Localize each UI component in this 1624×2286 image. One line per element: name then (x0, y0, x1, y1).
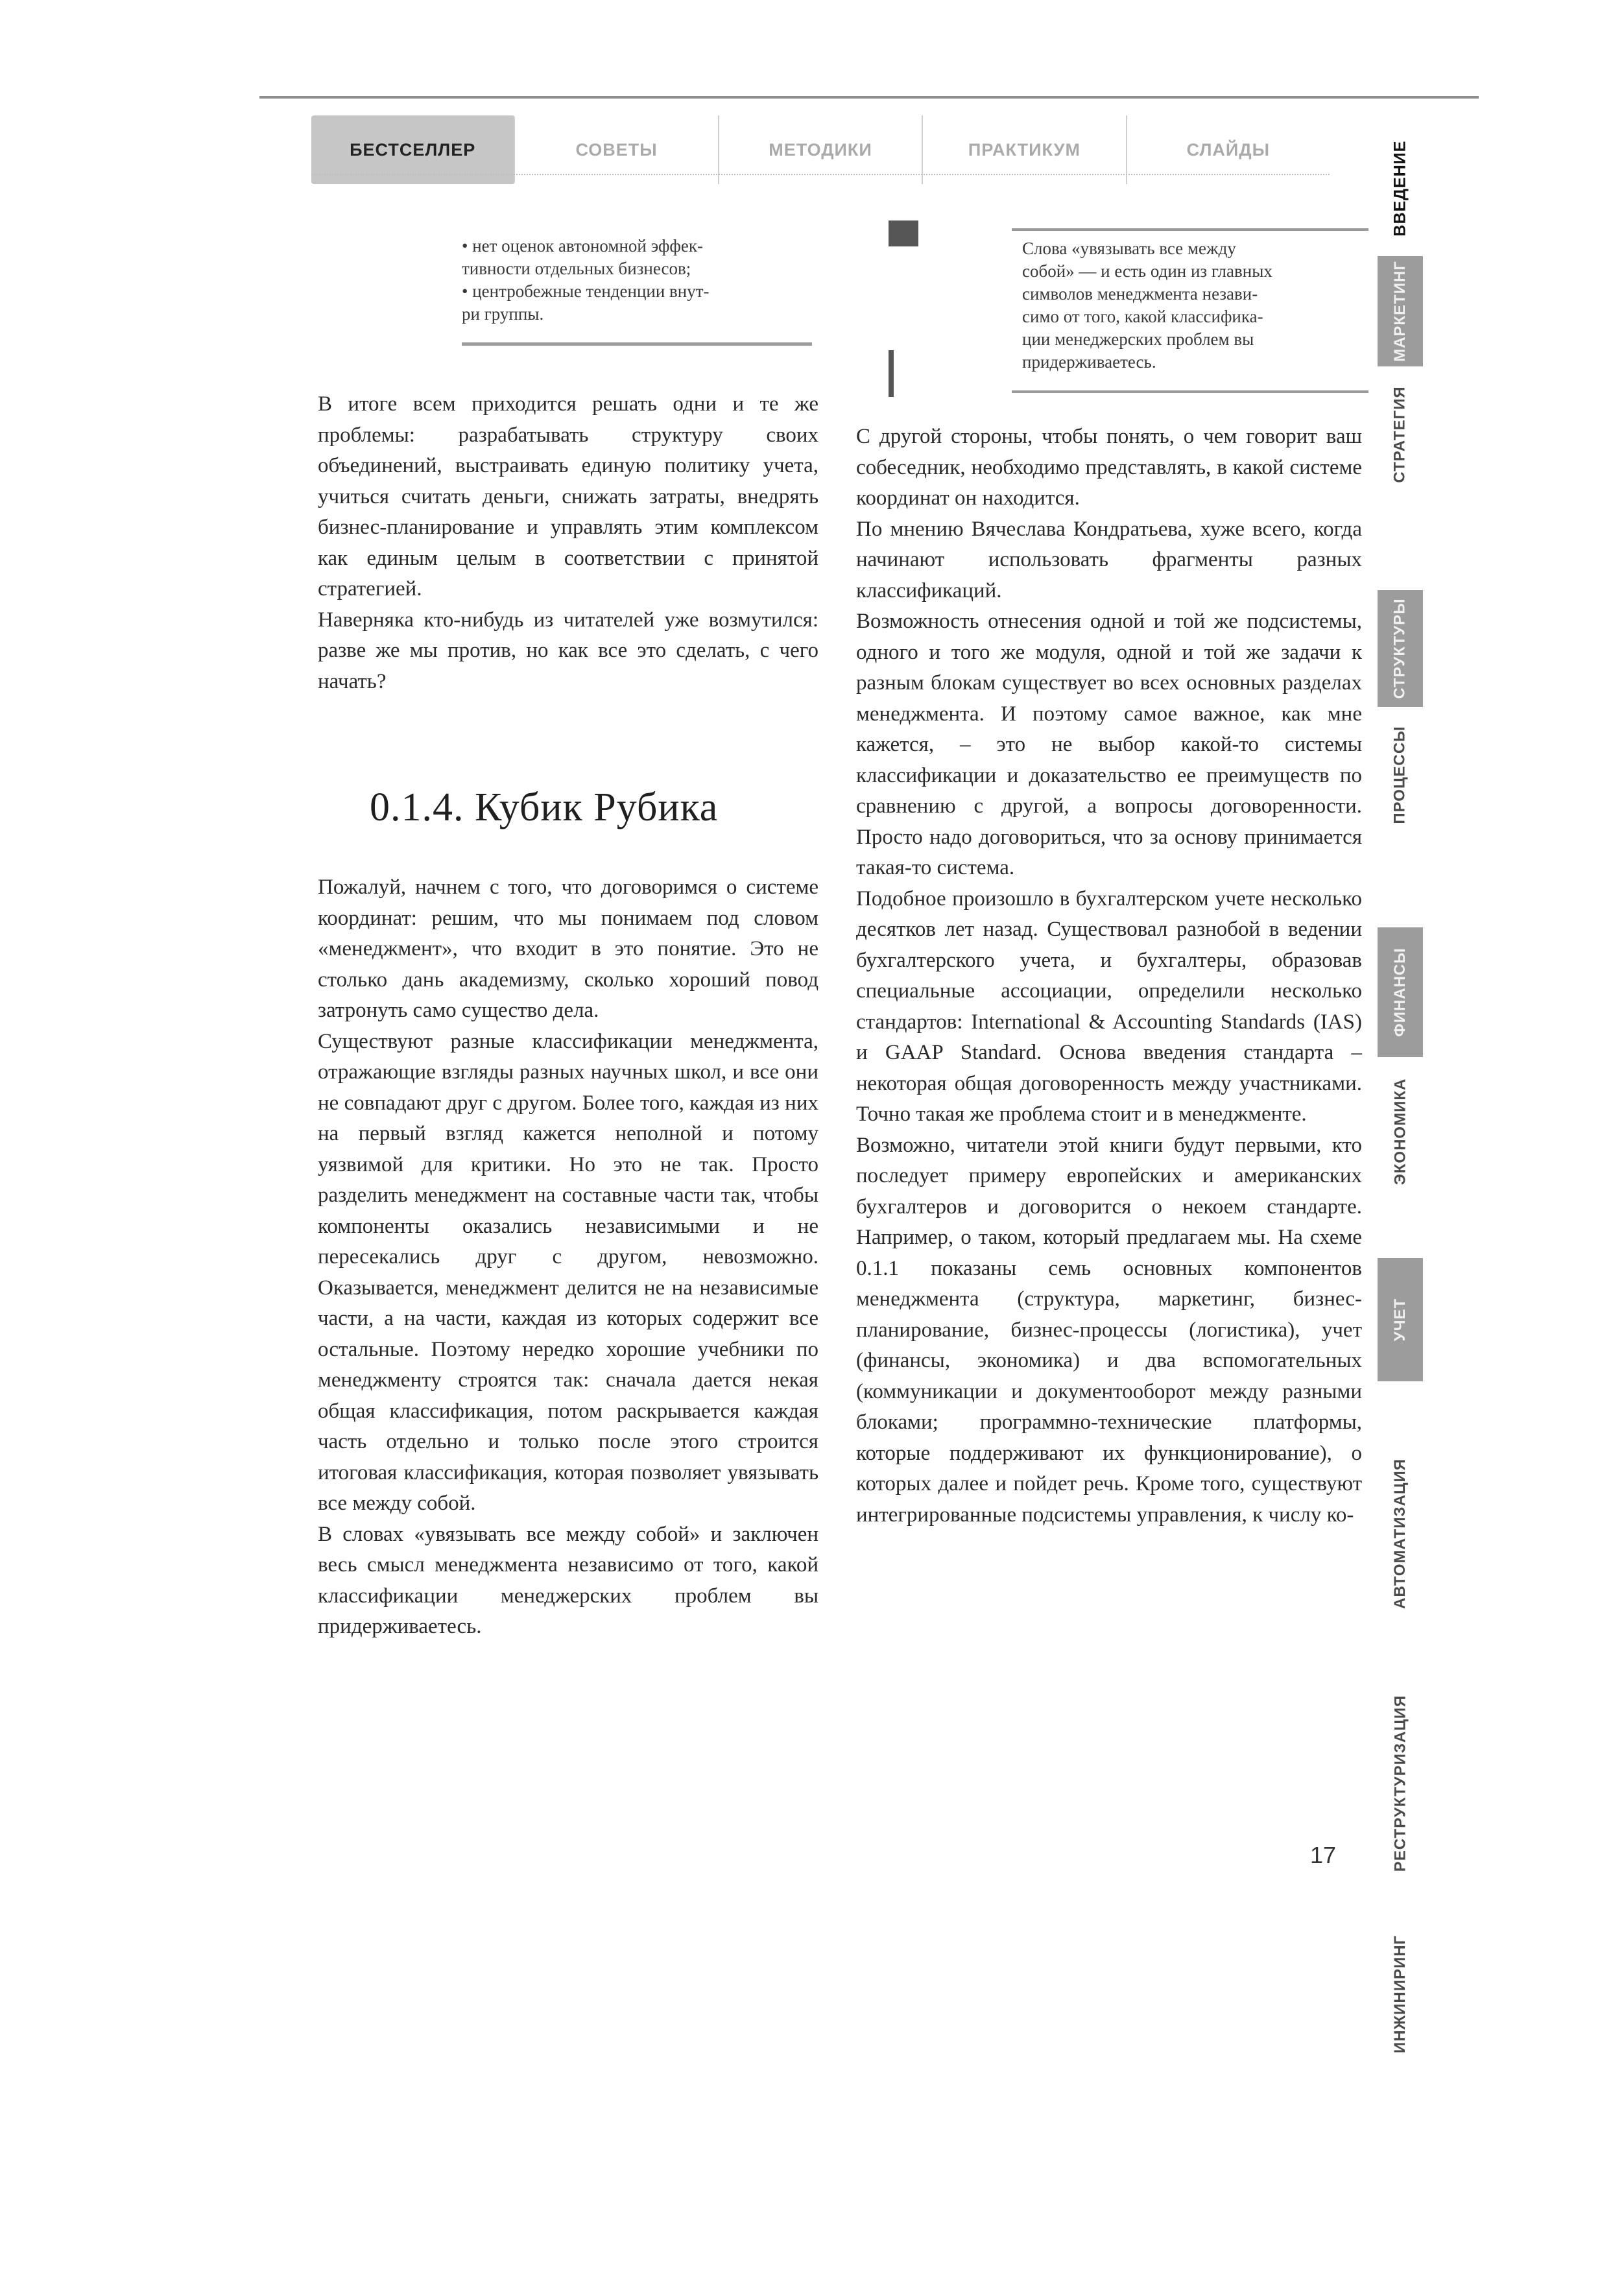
sidebar-item-automation[interactable]: АВТОМАТИЗАЦИЯ (1391, 1459, 1409, 1609)
paragraph: Пожалуй, начнем с того, что договоримся о системе координат: решим, что мы понимаем под словом «менеджмент», что входит в это понятие. Это не столько дань академизму, сколько хороший повод затронуть само существо дела. (318, 875, 818, 1022)
sidebar-sections (1378, 123, 1423, 2054)
callout-line: собой» — и есть один из главных (1022, 261, 1272, 281)
top-rule (259, 96, 1479, 99)
left-body (318, 872, 818, 1643)
sidebar-item-introduction[interactable]: ВВЕДЕНИЕ (1391, 140, 1409, 236)
paragraph: В словах «увязывать все между собой» и заключен весь смысл менеджмента независимо от того, какой классификации менеджерских проблем вы придерживаетесь. (318, 1522, 818, 1638)
callout-line: симо от того, какой классифика- (1022, 307, 1263, 326)
note-line: тивности отдельных бизнесов; (462, 259, 691, 278)
tabs-underline (311, 174, 1330, 176)
sidebar-item-economics[interactable]: ЭКОНОМИКА (1391, 1078, 1409, 1185)
sidebar-item-marketing[interactable]: МАРКЕТИНГ (1378, 256, 1423, 366)
sidebar-item-restructuring[interactable]: РЕСТРУКТУРИЗАЦИЯ (1391, 1695, 1409, 1872)
tab-practicum[interactable]: ПРАКТИКУМ (923, 115, 1127, 184)
paragraph: Возможно, читатели этой книги будут первыми, кто последует примеру европейских и американских бухгалтеров и договорится о некоем стандарте. Например, о таком, который предлагаем мы. На схеме 0.1.1 показаны семь основных компонентов менеджмента (структура, маркетинг, бизнес-планирование, бизнес-процессы (логистика), учет (финансы, экономика) и два вспомогательных (коммуникации и документооборот между разными блоками; программно-технические платформы, которые поддерживают их функционирование), о которых далее и пойдет речь. Кроме того, существуют интегрированные подсистемы управления, к числу ко- (856, 1133, 1362, 1527)
sidebar-item-finance[interactable]: ФИНАНСЫ (1378, 927, 1423, 1057)
left-note (462, 235, 812, 326)
sidebar-item-processes[interactable]: ПРОЦЕССЫ (1391, 726, 1409, 824)
quote-bar-icon (889, 350, 894, 397)
sidebar-item-accounting[interactable]: УЧЕТ (1378, 1258, 1423, 1381)
section-heading: 0.1.4. Кубик Рубика (370, 785, 719, 829)
paragraph: С другой стороны, чтобы понять, о чем говорит ваш собеседник, необходимо представлять, в какой системе координат он находится. (856, 425, 1362, 510)
note-line: • нет оценок автономной эффек- (462, 236, 703, 256)
page-number: 17 (1310, 1842, 1337, 1868)
callout-line: придерживаетесь. (1022, 352, 1156, 372)
quote-mark-icon (889, 220, 918, 246)
paragraph: В итоге всем приходится решать одни и те же проблемы: разрабатывать структуру своих объединений, выстраивать единую политику учета, учиться считать деньги, снижать затраты, внедрять бизнес-планирование и управлять этим комплексом как единым целым в соответствии с принятой стратегией. (318, 392, 818, 601)
note-line: • центробежные тенденции внут- (462, 281, 710, 301)
tab-tips[interactable]: СОВЕТЫ (515, 115, 719, 184)
tab-bestseller[interactable]: БЕСТСЕЛЛЕР (311, 115, 515, 184)
paragraph: Возможность отнесения одной и той же подсистемы, одного и того же модуля, одной и той же задачи к разным блокам существует во всех основных разделах менеджмента. И поэтому самое важное, как мне кажется, – это не выбор какой-то системы классификации и доказательство ее преимуществ по сравнению с другой, а вопросы договоренности. Просто надо договориться, что за основу принимается такая-то система. (856, 610, 1362, 879)
note-bottom-rule (462, 342, 812, 346)
paragraph: Наверняка кто-нибудь из читателей уже возмутился: разве же мы против, но как все это сделать, с чего начать? (318, 608, 818, 693)
right-body (856, 422, 1362, 1530)
tab-methods[interactable]: МЕТОДИКИ (719, 115, 923, 184)
paragraph: Существуют разные классификации менеджмента, отражающие взгляды разных научных школ, и все они не совпадают друг с другом. Более того, каждая из них на первый взгляд кажется неполной и потому уязвимой для критики. Но это не так. Просто разделить менеджмент на составные части так, чтобы компоненты оказались независимыми и не пересекались друг с другом, невозможно. Оказывается, менеджмент делится не на независимые части, а на части, каждая из которых содержит все остальные. Поэтому нередко хорошие учебники по менеджменту строятся так: сначала дается некая общая классификация, потом раскрывается каждая часть отдельно и только после этого строится итоговая классификация, которая позволяет увязывать все между собой. (318, 1029, 818, 1515)
callout-quote (1022, 237, 1359, 374)
left-intro (318, 389, 818, 697)
note-line: ри группы. (462, 304, 544, 324)
sidebar-item-engineering[interactable]: ИНЖИНИРИНГ (1391, 1935, 1409, 2054)
paragraph: По мнению Вячеслава Кондратьева, хуже всего, когда начинают использовать фрагменты разных классификаций. (856, 517, 1362, 602)
sidebar-item-structures[interactable]: СТРУКТУРЫ (1378, 590, 1423, 707)
tab-slides[interactable]: СЛАЙДЫ (1186, 139, 1270, 160)
callout-line: Слова «увязывать все между (1022, 239, 1236, 258)
callout-line: ции менеджерских проблем вы (1022, 329, 1254, 349)
sidebar-item-strategy[interactable]: СТРАТЕГИЯ (1391, 386, 1409, 483)
paragraph: Подобное произошло в бухгалтерском учете несколько десятков лет назад. Существовал разнобой в ведении бухгалтерского учета, и бухгалтеры, образовав специальные ассоциации, определили несколько стандартов: International & Accounting Standards (IAS) и GAAP Standard. Основа введения стандарта – некоторая общая договоренность между участниками. Точно такая же проблема стоит и в менеджменте. (856, 887, 1362, 1126)
callout-top-rule (1012, 228, 1368, 231)
callout-line: символов менеджмента незави- (1022, 284, 1258, 304)
callout-bottom-rule (1012, 390, 1368, 393)
